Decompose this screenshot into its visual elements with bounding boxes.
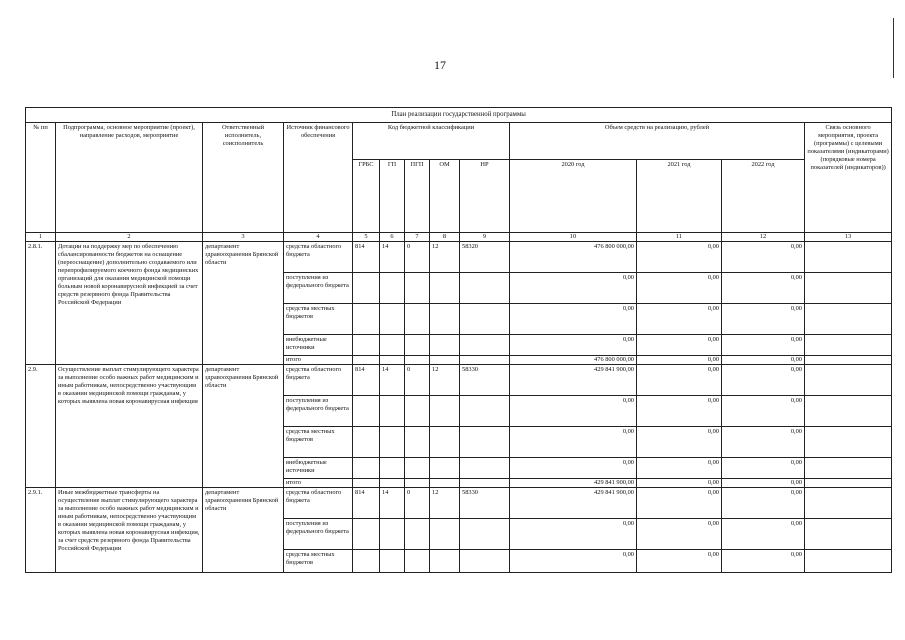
code-om: 12 bbox=[430, 242, 460, 273]
code-gp: 14 bbox=[380, 242, 405, 273]
link-indicator bbox=[805, 356, 892, 365]
header-source: Источник финансового обеспечения bbox=[284, 123, 353, 233]
source-regional: средства областного бюджета bbox=[284, 488, 353, 519]
code-grbs: 814 bbox=[353, 242, 380, 273]
source-federal: поступления из федерального бюджета bbox=[284, 519, 353, 550]
code-grbs: 814 bbox=[353, 488, 380, 519]
code-empty bbox=[405, 427, 430, 458]
source-total: итого bbox=[284, 479, 353, 488]
code-empty bbox=[380, 427, 405, 458]
amount-2022: 0,00 bbox=[722, 519, 805, 550]
code-empty bbox=[430, 458, 460, 479]
code-empty bbox=[380, 519, 405, 550]
amount-2020: 429 841 900,00 bbox=[510, 479, 637, 488]
header-om: ОМ bbox=[430, 160, 460, 233]
amount-2021: 0,00 bbox=[637, 427, 722, 458]
source-regional: средства областного бюджета bbox=[284, 242, 353, 273]
code-empty bbox=[353, 396, 380, 427]
code-gp: 14 bbox=[380, 365, 405, 396]
code-pgp: 0 bbox=[405, 365, 430, 396]
source-local: средства местных бюджетов bbox=[284, 550, 353, 573]
amount-2020: 0,00 bbox=[510, 304, 637, 335]
link-indicator bbox=[805, 427, 892, 458]
link-indicator bbox=[805, 458, 892, 479]
amount-2020: 476 800 000,00 bbox=[510, 242, 637, 273]
code-empty bbox=[460, 396, 510, 427]
amount-2021: 0,00 bbox=[637, 519, 722, 550]
row-number: 2.9. bbox=[26, 365, 56, 488]
header-2022: 2022 год bbox=[722, 160, 805, 233]
amount-2021: 0,00 bbox=[637, 304, 722, 335]
code-empty bbox=[405, 458, 430, 479]
amount-2022: 0,00 bbox=[722, 479, 805, 488]
amount-2021: 0,00 bbox=[637, 550, 722, 573]
link-indicator bbox=[805, 335, 892, 356]
code-empty bbox=[353, 458, 380, 479]
code-empty bbox=[353, 427, 380, 458]
table-title: План реализации государственной программы bbox=[26, 108, 892, 123]
source-local: средства местных бюджетов bbox=[284, 427, 353, 458]
code-nr: 58320 bbox=[460, 242, 510, 273]
link-indicator bbox=[805, 365, 892, 396]
code-empty bbox=[460, 273, 510, 304]
code-empty bbox=[460, 519, 510, 550]
column-number: 6 bbox=[380, 233, 405, 242]
code-empty bbox=[430, 479, 460, 488]
amount-2020: 0,00 bbox=[510, 273, 637, 304]
code-empty bbox=[460, 335, 510, 356]
source-regional: средства областного бюджета bbox=[284, 365, 353, 396]
link-indicator bbox=[805, 304, 892, 335]
code-empty bbox=[353, 335, 380, 356]
code-empty bbox=[353, 550, 380, 573]
source-extra: внебюджетные источники bbox=[284, 335, 353, 356]
amount-2020: 0,00 bbox=[510, 519, 637, 550]
code-empty bbox=[380, 304, 405, 335]
amount-2022: 0,00 bbox=[722, 356, 805, 365]
amount-2020: 429 841 900,00 bbox=[510, 365, 637, 396]
amount-2020: 429 841 900,00 bbox=[510, 488, 637, 519]
code-empty bbox=[405, 396, 430, 427]
code-empty bbox=[353, 304, 380, 335]
code-nr: 58330 bbox=[460, 365, 510, 396]
amount-2022: 0,00 bbox=[722, 550, 805, 573]
header-subprogram: Подпрограмма, основное мероприятие (проект), направление расходов, мероприятие bbox=[56, 123, 203, 233]
amount-2021: 0,00 bbox=[637, 365, 722, 396]
source-federal: поступления из федерального бюджета bbox=[284, 396, 353, 427]
header-2020: 2020 год bbox=[510, 160, 637, 233]
code-empty bbox=[430, 550, 460, 573]
code-empty bbox=[460, 458, 510, 479]
code-pgp: 0 bbox=[405, 488, 430, 519]
amount-2021: 0,00 bbox=[637, 242, 722, 273]
plan-table bbox=[25, 107, 892, 573]
column-number: 10 bbox=[510, 233, 637, 242]
code-empty bbox=[405, 550, 430, 573]
column-number: 11 bbox=[637, 233, 722, 242]
code-empty bbox=[405, 479, 430, 488]
code-nr: 58330 bbox=[460, 488, 510, 519]
code-empty bbox=[405, 335, 430, 356]
code-empty bbox=[353, 479, 380, 488]
source-federal: поступления из федерального бюджета bbox=[284, 273, 353, 304]
amount-2021: 0,00 bbox=[637, 396, 722, 427]
column-number: 4 bbox=[284, 233, 353, 242]
header-link: Связь основного мероприятия, проекта (программы) с целевыми показателями (индикаторами) (порядковые номера показателей (индикаторов)) bbox=[805, 123, 892, 233]
row-executor: департамент здравоохранения Брянской области bbox=[203, 488, 284, 573]
amount-2021: 0,00 bbox=[637, 335, 722, 356]
column-number: 5 bbox=[353, 233, 380, 242]
amount-2021: 0,00 bbox=[637, 356, 722, 365]
code-empty bbox=[405, 273, 430, 304]
link-indicator bbox=[805, 479, 892, 488]
code-empty bbox=[430, 273, 460, 304]
header-pgp: ПГП bbox=[405, 160, 430, 233]
code-empty bbox=[380, 458, 405, 479]
code-empty bbox=[460, 479, 510, 488]
header-budget-code: Код бюджетной классификации bbox=[353, 123, 510, 160]
table-row bbox=[26, 365, 892, 396]
code-empty bbox=[460, 550, 510, 573]
amount-2022: 0,00 bbox=[722, 488, 805, 519]
code-empty bbox=[430, 335, 460, 356]
column-number: 8 bbox=[430, 233, 460, 242]
amount-2021: 0,00 bbox=[637, 479, 722, 488]
code-gp: 14 bbox=[380, 488, 405, 519]
code-empty bbox=[405, 356, 430, 365]
amount-2021: 0,00 bbox=[637, 458, 722, 479]
column-number: 7 bbox=[405, 233, 430, 242]
amount-2020: 0,00 bbox=[510, 550, 637, 573]
code-grbs: 814 bbox=[353, 365, 380, 396]
code-empty bbox=[380, 335, 405, 356]
link-indicator bbox=[805, 396, 892, 427]
amount-2020: 0,00 bbox=[510, 335, 637, 356]
row-executor: департамент здравоохранения Брянской области bbox=[203, 365, 284, 488]
column-number: 1 bbox=[26, 233, 56, 242]
code-empty bbox=[380, 356, 405, 365]
code-empty bbox=[380, 550, 405, 573]
code-empty bbox=[430, 427, 460, 458]
amount-2022: 0,00 bbox=[722, 365, 805, 396]
row-executor: департамент здравоохранения Брянской области bbox=[203, 242, 284, 365]
code-empty bbox=[430, 396, 460, 427]
amount-2022: 0,00 bbox=[722, 242, 805, 273]
page-number: 17 bbox=[434, 58, 446, 72]
amount-2022: 0,00 bbox=[722, 458, 805, 479]
amount-2020: 476 800 000,00 bbox=[510, 356, 637, 365]
row-name: Осуществление выплат стимулирующего характера за выполнение особо важных работ медицинским и иным работникам, непосредственно участвующим в оказании медицинской помощи гражданам, у которых выявлена новая коронавирусная инфекция bbox=[56, 365, 203, 488]
column-number: 9 bbox=[460, 233, 510, 242]
code-empty bbox=[353, 356, 380, 365]
code-empty bbox=[460, 304, 510, 335]
header-no: № пп bbox=[26, 123, 56, 233]
code-empty bbox=[430, 356, 460, 365]
code-empty bbox=[353, 273, 380, 304]
amount-2022: 0,00 bbox=[722, 427, 805, 458]
amount-2022: 0,00 bbox=[722, 335, 805, 356]
amount-2022: 0,00 bbox=[722, 304, 805, 335]
code-empty bbox=[460, 356, 510, 365]
row-number: 2.9.1. bbox=[26, 488, 56, 573]
source-local: средства местных бюджетов bbox=[284, 304, 353, 335]
amount-2022: 0,00 bbox=[722, 396, 805, 427]
code-empty bbox=[405, 304, 430, 335]
amount-2020: 0,00 bbox=[510, 427, 637, 458]
header-gp: ГП bbox=[380, 160, 405, 233]
code-empty bbox=[405, 519, 430, 550]
code-om: 12 bbox=[430, 488, 460, 519]
row-name: Иные межбюджетные трансферты на осуществление выплат стимулирующего характера за выполнение особо важных работ медицинским и иным работникам, непосредственно участвующим в оказании медицинской помощи гражданам, у которых выявлена новая коронавирусная инфекция, за счет средств резервного фонда Правительства Российской Федерации bbox=[56, 488, 203, 573]
header-2021: 2021 год bbox=[637, 160, 722, 233]
column-number: 13 bbox=[805, 233, 892, 242]
row-name: Дотации на поддержку мер по обеспечению сбалансированности бюджетов на оснащение (переоснащение) дополнительно создаваемого или перепрофилируемого коечного фонда медицинских организаций для оказания медицинской помощи больным новой коронавирусной инфекцией за счет средств резервного фонда Правительства Российской Федерации bbox=[56, 242, 203, 365]
code-empty bbox=[353, 519, 380, 550]
binder-mark bbox=[893, 18, 894, 78]
amount-2021: 0,00 bbox=[637, 488, 722, 519]
code-empty bbox=[460, 427, 510, 458]
column-number: 12 bbox=[722, 233, 805, 242]
header-executor: Ответственный исполнитель, соисполнитель bbox=[203, 123, 284, 233]
link-indicator bbox=[805, 519, 892, 550]
amount-2022: 0,00 bbox=[722, 273, 805, 304]
header-volume: Объем средств на реализацию, рублей bbox=[510, 123, 805, 160]
table-row bbox=[26, 488, 892, 519]
link-indicator bbox=[805, 488, 892, 519]
code-empty bbox=[380, 273, 405, 304]
code-om: 12 bbox=[430, 365, 460, 396]
code-empty bbox=[430, 304, 460, 335]
link-indicator bbox=[805, 273, 892, 304]
column-number: 2 bbox=[56, 233, 203, 242]
code-empty bbox=[380, 479, 405, 488]
code-pgp: 0 bbox=[405, 242, 430, 273]
header-nr: НР bbox=[460, 160, 510, 233]
source-extra: внебюджетные источники bbox=[284, 458, 353, 479]
link-indicator bbox=[805, 550, 892, 573]
amount-2021: 0,00 bbox=[637, 273, 722, 304]
header-grbs: ГРБС bbox=[353, 160, 380, 233]
code-empty bbox=[430, 519, 460, 550]
amount-2020: 0,00 bbox=[510, 396, 637, 427]
source-total: итого bbox=[284, 356, 353, 365]
amount-2020: 0,00 bbox=[510, 458, 637, 479]
link-indicator bbox=[805, 242, 892, 273]
column-number: 3 bbox=[203, 233, 284, 242]
row-number: 2.8.1. bbox=[26, 242, 56, 365]
code-empty bbox=[380, 396, 405, 427]
table-row bbox=[26, 242, 892, 273]
